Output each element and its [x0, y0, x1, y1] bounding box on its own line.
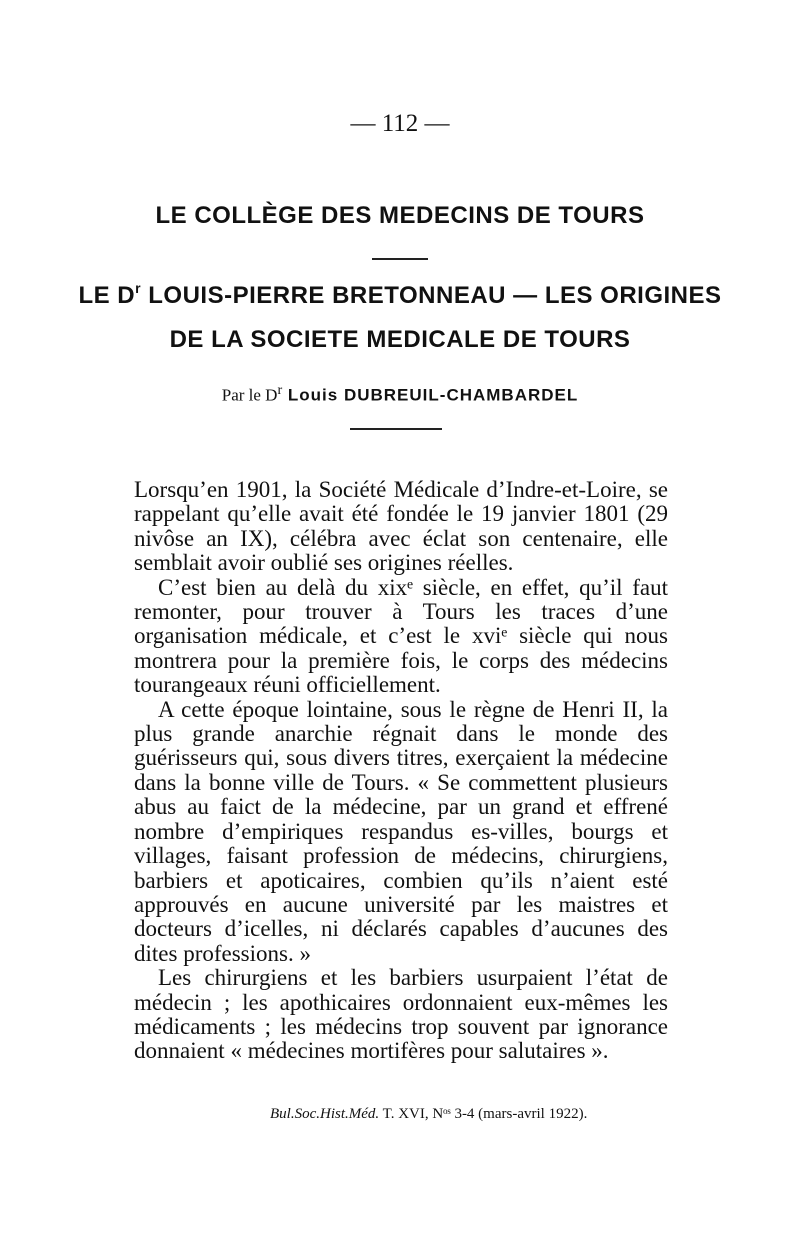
paragraph-1: Lorsqu’en 1901, la Société Médicale d’Indre-et-Loire, se rappelant qu’elle avait été fondée le 19 janvier 1801 (29 nivôse an IX), célébra avec éclat son centenaire, elle semblait avoir oublié ses origines réelles. [134, 477, 668, 576]
subtitle-line-1 [0, 282, 800, 310]
author-divider [350, 428, 442, 430]
subtitle-prefix: LE D [78, 282, 136, 309]
citation-details: T. XVI, Nᵒˢ 3-4 (mars-avril 1922). [382, 1106, 588, 1122]
subtitle-line-2: DE LA SOCIETE MEDICALE DE TOURS [169, 326, 631, 353]
author-line [0, 382, 800, 406]
author-prefix: Par le D [221, 385, 278, 405]
subtitle-superscript: r [135, 280, 142, 296]
citation-journal: Bul.Soc.Hist.Méd. [270, 1106, 380, 1122]
paragraph-4: Les chirurgiens et les barbiers usurpaient l’état de médecin ; les apothicaires ordonnaient eux-mêmes les médicaments ; les médecins trop souvent par ignorance donnaient « médecines mortifères pour salutaires ». [134, 965, 668, 1064]
footer-citation [270, 1106, 587, 1123]
body-text [134, 478, 668, 1064]
author-name: Louis DUBREUIL-CHAMBARDEL [282, 385, 579, 405]
paragraph-2: C’est bien au delà du xixᵉ siècle, en effet, qu’il faut remonter, pour trouver à Tours les traces d’une organisation médicale, et c’est le xviᵉ siècle qui nous montrera pour la première fois, le corps des médecins tourangeaux réuni officiellement. [134, 574, 668, 698]
paragraph-3: A cette époque lointaine, sous le règne de Henri II, la plus grande anarchie régnait dans le monde des guérisseurs qui, sous divers titres, exerçaient la médecine dans la bonne ville de Tours. « Se commettent plusieurs abus au faict de la médecine, par un grand et effrené nombre d’empiriques respandus es-villes, bourgs et villages, faisant profession de médecins, chirurgiens, barbiers et apoticaires, combien qu’ils n’aient esté approuvés en aucune université par les maistres et docteurs d’icelles, ni déclarés capables d’aucunes des dites professions. » [134, 696, 668, 966]
title-divider [372, 258, 428, 260]
main-title: LE COLLÈGE DES MEDECINS DE TOURS [155, 202, 645, 229]
page-number: — 112 — [350, 110, 450, 137]
subtitle-rest: LOUIS-PIERRE BRETONNEAU — LES ORIGINES [141, 282, 722, 309]
author-superscript: r [277, 382, 283, 398]
